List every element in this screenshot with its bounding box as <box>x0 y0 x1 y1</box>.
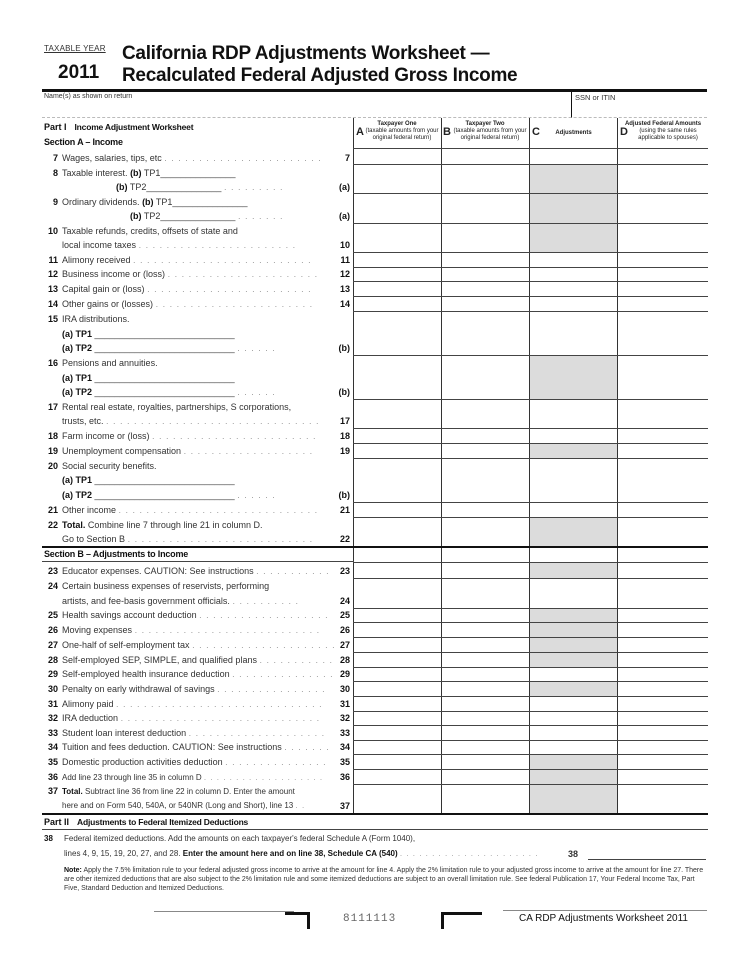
part2-title: Adjustments to Federal Itemized Deductions <box>77 817 249 827</box>
grid-hline <box>353 502 708 503</box>
ssn-label: SSN or ITIN <box>575 93 616 102</box>
grid-hline <box>353 681 708 682</box>
section-b-rule <box>42 561 354 562</box>
grid-hline <box>353 355 708 356</box>
line-20-tp2: (a) TP2 ____________________________ . . . . . . (b) <box>62 490 350 500</box>
grid-hline <box>353 164 708 165</box>
line-8-tp2: (b) TP2_______________ . . . . . . . . . (a) <box>116 182 350 192</box>
grid-hline <box>353 252 708 253</box>
line-31: 31 Alimony paid . . . . . . . . . . . . . . . . . . . . . . . . . . . . . . 31 <box>47 699 350 709</box>
column-d-letter: D <box>620 126 628 138</box>
line-12: 12 Business income or (loss) . . . . . . . . . . . . . . . . . . . . . . 12 <box>47 269 350 279</box>
tick-rule <box>42 117 707 118</box>
grid-hline <box>353 667 708 668</box>
column-a-title: Taxpayer One <box>377 121 417 127</box>
column-a-letter: A <box>356 126 364 138</box>
line-13: 13 Capital gain or (loss) . . . . . . . . . . . . . . . . . . . . . . . . 13 <box>47 284 350 294</box>
line-32: 32 IRA deduction . . . . . . . . . . . . . . . . . . . . . . . . . . . . . 32 <box>47 713 350 723</box>
line-37-cont: here and on Form 540, 540A, or 540NR (Long and Short), line 13 . . 37 <box>62 801 350 811</box>
grid-hline <box>353 769 708 770</box>
grid-hline <box>353 754 708 755</box>
column-d-header <box>618 121 708 146</box>
line-22-cont: Go to Section B . . . . . . . . . . . . . . . . . . . . . . . . . . . 22 <box>62 534 350 544</box>
grid-hline <box>353 608 708 609</box>
form-title-line2: Recalculated Federal Adjusted Gross Income <box>122 65 518 86</box>
line-21: 21 Other income . . . . . . . . . . . . . . . . . . . . . . . . . . . . . 21 <box>47 505 350 515</box>
column-b-sub: (taxable amounts from your original federal return) <box>453 128 527 141</box>
shaded-cell-c-23 <box>530 562 617 578</box>
line-38: 38 Federal itemized deductions. Add the amounts on each taxpayer's federal Schedule A (Form 1040), <box>44 834 416 843</box>
grid-hline <box>353 223 708 224</box>
line-34: 34 Tuition and fees deduction. CAUTION: See instructions . . . . . . . 34 <box>47 742 350 752</box>
line-29: 29 Self-employed health insurance deduction . . . . . . . . . . . . . . . 29 <box>47 669 350 679</box>
ssn-field[interactable] <box>575 102 705 116</box>
column-c-letter: C <box>532 126 540 138</box>
line-10-cont: local income taxes . . . . . . . . . . . . . . . . . . . . . . . 10 <box>62 240 350 250</box>
line-15-tp2: (a) TP2 ____________________________ . . . . . . (b) <box>62 343 350 353</box>
line-20: 20 Social security benefits. <box>47 461 157 471</box>
registration-mark-right <box>441 912 482 929</box>
registration-mark-left <box>285 912 310 929</box>
part2-label: Part II <box>44 817 70 827</box>
line-11: 11 Alimony received . . . . . . . . . . . . . . . . . . . . . . . . . . 11 <box>48 255 350 265</box>
line-28: 28 Self-employed SEP, SIMPLE, and qualified plans . . . . . . . . . . . 28 <box>47 655 350 665</box>
line-20-tp1: (a) TP1 ____________________________ <box>62 475 235 485</box>
grid-hline <box>353 311 708 312</box>
line-25: 25 Health savings account deduction . . . . . . . . . . . . . . . . . . . 25 <box>47 610 350 620</box>
column-c-title: Adjustments <box>555 130 592 136</box>
line-38-cont: lines 4, 9, 15, 19, 20, 27, and 28. Enter the amount here and on line 38, Schedule CA (540) . . . . . . . . . . . . . . . . . . . . . . <box>64 849 539 858</box>
taxable-year-label: TAXABLE YEAR <box>44 44 106 53</box>
grid-hline <box>353 784 708 785</box>
line-36: 36 Add line 23 through line 35 in column D . . . . . . . . . . . . . . . . . . . 36 <box>47 772 350 782</box>
line-33: 33 Student loan interest deduction . . . . . . . . . . . . . . . . . . . . 33 <box>47 728 350 738</box>
footer-right-rule <box>503 910 707 911</box>
line-16: 16 Pensions and annuities. <box>47 358 158 368</box>
part1-title: Income Adjustment Worksheet <box>74 122 194 132</box>
grid-hline <box>353 443 708 444</box>
footer-title: CA RDP Adjustments Worksheet 2011 <box>519 913 688 924</box>
section-a-end-rule <box>42 546 708 548</box>
line-15-tp1: (a) TP1 ____________________________ <box>62 329 235 339</box>
footer-left-rule <box>154 911 294 912</box>
grid-hline <box>353 578 708 579</box>
grid-hline <box>353 296 708 297</box>
line-8-tp1: 8 Taxable interest. (b) TP1_______________ <box>52 168 236 178</box>
form-code: 8111113 <box>343 913 397 925</box>
grid-hline <box>353 711 708 712</box>
grid-hline <box>353 267 708 268</box>
line-10: 10 Taxable refunds, credits, offsets of state and <box>47 226 238 236</box>
line-38-ref: 38 <box>568 849 579 859</box>
line-24-cont: artists, and fee-basis government officials. . . . . . . . . . . 24 <box>62 596 350 606</box>
line-17-cont: trusts, etc. . . . . . . . . . . . . . . . . . . . . . . . . . . . . . . . 17 <box>62 416 350 426</box>
part1-end-rule <box>42 813 708 815</box>
column-d-title: Adjusted Federal Amounts <box>624 121 702 127</box>
grid-hline <box>353 562 708 563</box>
line-9-tp1: 9 Ordinary dividends. (b) TP1_______________ <box>52 197 248 207</box>
line-26: 26 Moving expenses . . . . . . . . . . . . . . . . . . . . . . . . . . . 26 <box>47 625 350 635</box>
column-b-title: Taxpayer Two <box>465 121 505 127</box>
column-d-sub: (using the same rules applicable to spouses) <box>638 128 698 141</box>
line-16-tp1: (a) TP1 ____________________________ <box>62 373 235 383</box>
line-24: 24 Certain business expenses of reservists, performing <box>47 581 270 591</box>
line-23: 23 Educator expenses. CAUTION: See instructions . . . . . . . . . . . 23 <box>47 566 350 576</box>
shaded-cell-c-30 <box>530 681 617 696</box>
grid-hline <box>353 696 708 697</box>
grid-hline <box>353 725 708 726</box>
form-title-line1: California RDP Adjustments Worksheet — <box>122 43 490 64</box>
names-field[interactable] <box>44 102 569 116</box>
grid-hline <box>353 458 708 459</box>
line-17: 17 Rental real estate, royalties, partnerships, S corporations, <box>47 402 292 412</box>
part1-label: Part I <box>44 122 67 132</box>
line-7: 7 Wages, salaries, tips, etc . . . . . . . . . . . . . . . . . . . . . . . 7 <box>52 153 350 163</box>
line-27: 27 One-half of self-employment tax . . . . . . . . . . . . . . . . . . . . . 27 <box>47 640 350 650</box>
grid-hline <box>353 622 708 623</box>
section-a-heading: Section A – Income <box>44 137 123 147</box>
column-a-header <box>354 121 440 146</box>
column-a-sub: (taxable amounts from your original federal return) <box>365 128 439 141</box>
part2-note: Note: Apply the 7.5% limitation rule to your federal adjusted gross income to arrive at the amount for line 4. Apply the 2% limitation rule to your adjusted gross income to arrive at the amount for line 27. There are other itemized deductions that are also subject to the 2% limitation rule and some itemized deductions are subject to an overall limitation rule. See federal Publication 17, Your Federal Income Tax, Part Five, Standard Deduction and Itemized Deductions. <box>64 867 704 892</box>
grid-hline <box>353 428 708 429</box>
grid-hline <box>353 148 708 149</box>
part2-rule <box>42 829 708 830</box>
grid-hline <box>353 281 708 282</box>
column-b-header <box>441 121 529 146</box>
grid-hline <box>353 399 708 400</box>
line-14: 14 Other gains or (losses) . . . . . . . . . . . . . . . . . . . . . . . 14 <box>47 299 350 309</box>
line-38-input[interactable] <box>588 859 706 860</box>
shaded-cell-c-16 <box>530 355 617 399</box>
grid-hline <box>353 652 708 653</box>
grid-hline <box>353 637 708 638</box>
line-18: 18 Farm income or (loss) . . . . . . . . . . . . . . . . . . . . . . . . 18 <box>47 431 350 441</box>
line-30: 30 Penalty on early withdrawal of savings . . . . . . . . . . . . . . . . 30 <box>47 684 350 694</box>
section-b-heading: Section B – Adjustments to Income <box>44 549 189 559</box>
line-9-tp2: (b) TP2_______________ . . . . . . . (a) <box>130 211 350 221</box>
header-rule <box>42 89 707 92</box>
column-c-header <box>530 121 617 146</box>
part1-heading <box>44 122 193 132</box>
part2-heading <box>44 817 248 827</box>
column-b-letter: B <box>443 126 451 138</box>
line-15: 15 IRA distributions. <box>47 314 130 324</box>
shaded-cell-c-19 <box>530 443 617 458</box>
ssn-divider <box>571 90 572 118</box>
line-37: 37 Total. Subtract line 36 from line 22 in column D. Enter the amount <box>47 786 295 796</box>
line-16-tp2: (a) TP2 ____________________________ . . . . . . (b) <box>62 387 350 397</box>
tax-year: 2011 <box>58 62 100 83</box>
line-35: 35 Domestic production activities deduction . . . . . . . . . . . . . . . 35 <box>47 757 350 767</box>
shaded-cell-c-22 <box>530 517 617 546</box>
shaded-cell-c-8-10 <box>530 165 617 253</box>
names-label: Name(s) as shown on return <box>44 93 133 100</box>
line-22: 22 Total. Combine line 7 through line 21 in column D. <box>47 520 263 530</box>
grid-hline <box>353 740 708 741</box>
grid-hline <box>353 517 708 518</box>
grid-hline <box>353 193 708 194</box>
line-19: 19 Unemployment compensation . . . . . . . . . . . . . . . . . . . 19 <box>47 446 350 456</box>
